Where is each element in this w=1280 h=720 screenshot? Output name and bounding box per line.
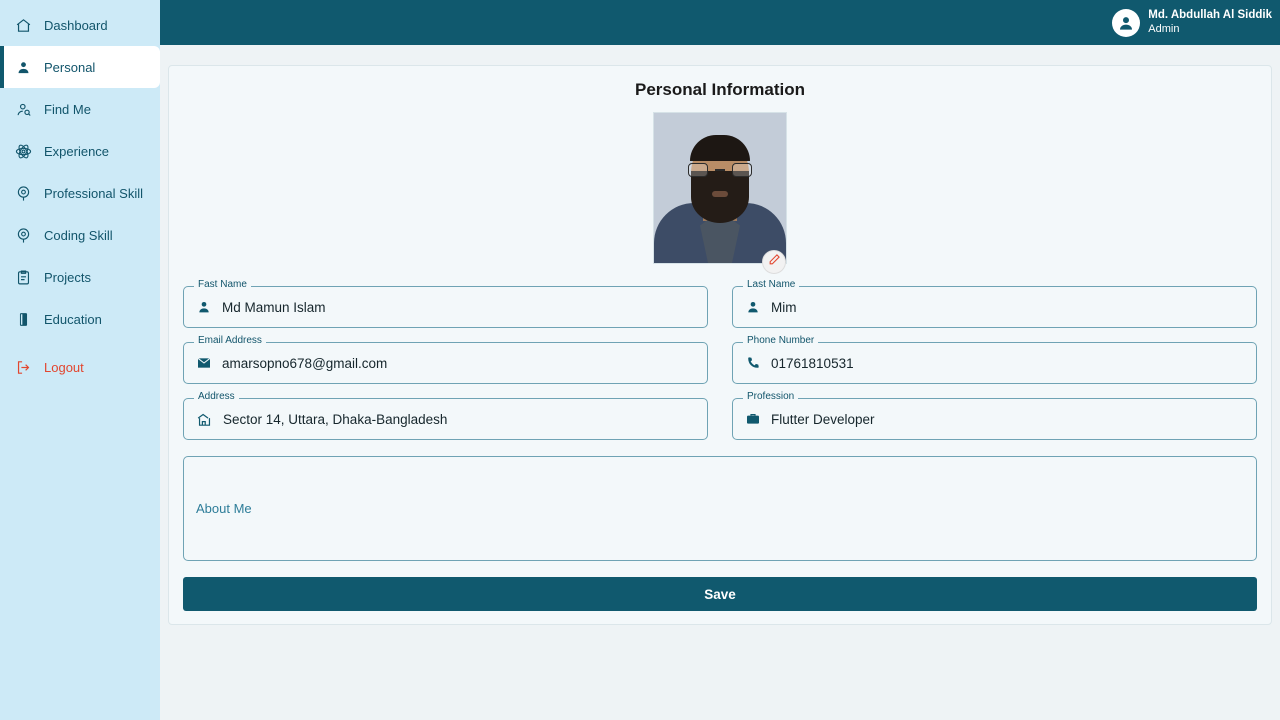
field-phone-number xyxy=(732,335,1257,384)
sidebar-item-dashboard[interactable] xyxy=(0,4,160,46)
user-role: Admin xyxy=(1148,22,1180,35)
profession-input[interactable] xyxy=(732,398,1257,440)
field-label: Last Name xyxy=(743,279,799,290)
user-info xyxy=(1148,8,1272,36)
sidebar-item-personal[interactable] xyxy=(0,46,160,88)
field-label: Profession xyxy=(743,391,798,402)
first-name-input[interactable] xyxy=(183,286,708,328)
about-me-textarea[interactable] xyxy=(183,456,1257,561)
sidebar-item-label: Personal xyxy=(44,59,96,75)
field-email-address xyxy=(183,335,708,384)
briefcase-icon xyxy=(745,411,761,427)
person-icon xyxy=(196,299,212,315)
field-label: Address xyxy=(194,391,239,402)
phone-input[interactable] xyxy=(732,342,1257,384)
personal-information-card xyxy=(168,65,1272,625)
sidebar-item-label: Projects xyxy=(44,269,91,285)
mail-icon xyxy=(196,355,212,371)
target-icon xyxy=(14,226,32,244)
target-icon xyxy=(14,184,32,202)
page-title: Personal Information xyxy=(634,80,806,99)
sidebar-item-education[interactable] xyxy=(0,298,160,340)
email-input[interactable] xyxy=(183,342,708,384)
field-label: Email Address xyxy=(194,335,266,346)
sidebar-item-label: Experience xyxy=(44,143,110,159)
pencil-icon xyxy=(768,253,781,271)
sidebar-item-projects[interactable] xyxy=(0,256,160,298)
field-value: amarsopno678@gmail.com xyxy=(222,355,388,371)
address-input[interactable] xyxy=(183,398,708,440)
person-icon xyxy=(14,58,32,76)
field-value: Flutter Developer xyxy=(771,411,875,427)
sidebar-item-label: Education xyxy=(44,311,102,327)
user-name: Md. Abdullah Al Siddik xyxy=(1148,9,1272,22)
sidebar xyxy=(0,0,160,720)
sidebar-item-label: Logout xyxy=(44,359,84,375)
sidebar-item-find-me[interactable] xyxy=(0,88,160,130)
fields-grid xyxy=(177,279,1263,440)
find-person-icon xyxy=(14,100,32,118)
field-label: Fast Name xyxy=(194,279,251,290)
field-value: Mim xyxy=(771,299,797,315)
sidebar-item-professional-skill[interactable] xyxy=(0,172,160,214)
home-address-icon xyxy=(196,411,213,428)
field-label: Phone Number xyxy=(743,335,818,346)
person-icon xyxy=(745,299,761,315)
about-me-placeholder: About Me xyxy=(196,501,252,516)
sidebar-item-label: Professional Skill xyxy=(44,185,143,201)
field-address xyxy=(183,391,708,440)
atom-icon xyxy=(14,142,32,160)
profile-photo-wrapper xyxy=(177,112,1263,264)
save-button[interactable]: Save xyxy=(183,577,1257,611)
field-first-name xyxy=(183,279,708,328)
profile-photo xyxy=(653,112,787,264)
main-area xyxy=(160,0,1280,720)
topbar xyxy=(160,0,1280,45)
sidebar-item-logout[interactable] xyxy=(0,346,160,388)
user-avatar-icon xyxy=(1112,9,1140,37)
field-profession xyxy=(732,391,1257,440)
field-value: Sector 14, Uttara, Dhaka-Bangladesh xyxy=(223,411,448,427)
field-last-name xyxy=(732,279,1257,328)
user-menu[interactable] xyxy=(1112,8,1272,36)
sidebar-item-experience[interactable] xyxy=(0,130,160,172)
book-icon xyxy=(14,310,32,328)
content-area xyxy=(160,45,1280,720)
logout-icon xyxy=(14,358,32,376)
home-icon xyxy=(14,16,32,34)
sidebar-item-label: Coding Skill xyxy=(44,227,113,243)
field-value: Md Mamun Islam xyxy=(222,299,326,315)
sidebar-item-coding-skill[interactable] xyxy=(0,214,160,256)
field-value: 01761810531 xyxy=(771,355,854,371)
sidebar-item-label: Dashboard xyxy=(44,17,108,33)
phone-icon xyxy=(745,355,761,371)
sidebar-item-label: Find Me xyxy=(44,101,91,117)
edit-photo-button[interactable] xyxy=(762,250,786,274)
last-name-input[interactable] xyxy=(732,286,1257,328)
clipboard-icon xyxy=(14,268,32,286)
